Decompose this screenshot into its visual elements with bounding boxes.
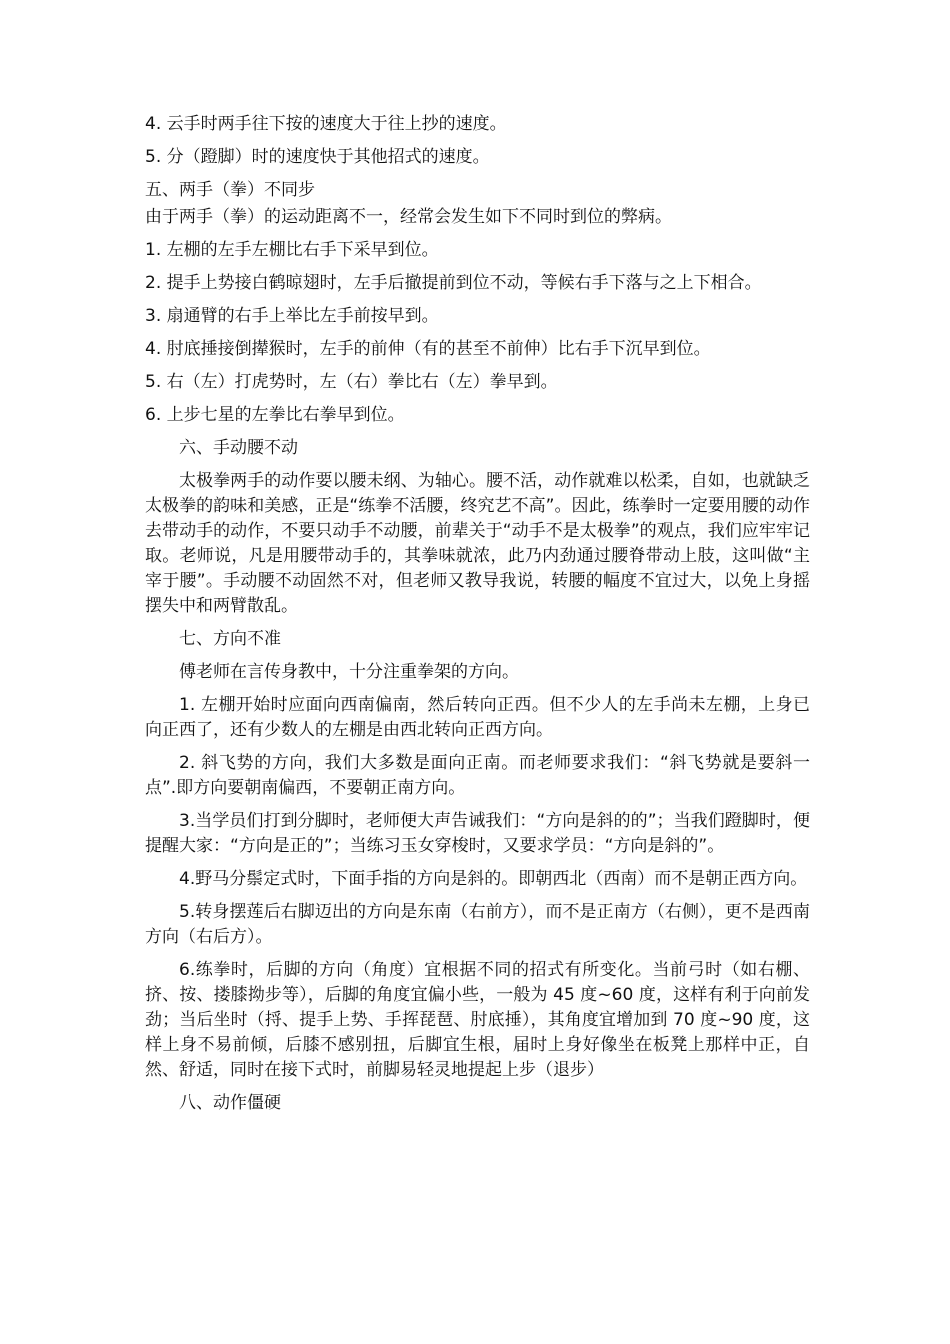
section-heading: 八、动作僵硬 xyxy=(179,1093,281,1113)
section-heading: 五、两手（拳）不同步 xyxy=(145,180,315,200)
list-item: 4. 肘底捶接倒撵猴时，左手的前伸（有的甚至不前伸）比右手下沉早到位。 xyxy=(145,339,711,359)
document-body xyxy=(145,112,810,1124)
list-item: 5.转身摆莲后右脚迈出的方向是东南（右前方），而不是正南方（右侧），更不是西南方向（右后方）。 xyxy=(145,902,810,947)
section-heading: 七、方向不准 xyxy=(179,629,281,649)
section-heading: 六、手动腰不动 xyxy=(179,438,298,458)
list-item: 5. 分（蹬脚）时的速度快于其他招式的速度。 xyxy=(145,147,490,167)
list-item: 6. 上步七星的左拳比右拳早到位。 xyxy=(145,405,405,425)
paragraph: 太极拳两手的动作要以腰未纲、为轴心。腰不活，动作就难以松柔，自如，也就缺乏太极拳的韵味和美感，正是“练拳不活腰，终究艺不高”。因此，练拳时一定要用腰的动作去带动手的动作，不要只动手不动腰，前辈关于“动手不是太极拳”的观点，我们应牢牢记取。老师说，凡是用腰带动手的，其拳味就浓，此乃内劲通过腰脊带动上肢，这叫做“主宰于腰”。手动腰不动固然不对，但老师又教导我说，转腰的幅度不宜过大，以免上身摇摆失中和两臂散乱。 xyxy=(145,471,810,616)
list-item: 3. 扇通臂的右手上举比左手前按早到。 xyxy=(145,306,439,326)
paragraph: 由于两手（拳）的运动距离不一，经常会发生如下不同时到位的弊病。 xyxy=(145,207,672,227)
list-item: 2. 提手上势接白鹤晾翅时，左手后撤提前到位不动，等候右手下落与之上下相合。 xyxy=(145,273,762,293)
list-item: 1. 左棚的左手左棚比右手下采早到位。 xyxy=(145,240,439,260)
list-item: 2. 斜飞势的方向，我们大多数是面向正南。而老师要求我们：“斜飞势就是要斜一点”.即方向要朝南偏西，不要朝正南方向。 xyxy=(145,753,810,798)
list-item: 1. 左棚开始时应面向西南偏南，然后转向正西。但不少人的左手尚未左棚，上身已向正西了，还有少数人的左棚是由西北转向正西方向。 xyxy=(145,695,810,740)
list-item: 5. 右（左）打虎势时，左（右）拳比右（左）拳早到。 xyxy=(145,372,558,392)
list-item: 4.野马分鬃定式时，下面手指的方向是斜的。即朝西北（西南）而不是朝正西方向。 xyxy=(179,869,808,889)
list-item: 6.练拳时，后脚的方向（角度）宜根据不同的招式有所变化。当前弓时（如右棚、挤、按、搂膝拗步等），后脚的角度宜偏小些，一般为 45 度~60 度，这样有利于向前发劲；当后坐时（捋、提手上势、手挥琵琶、肘底捶），其角度宜增加到 70 度~90 度，这样上身不易前倾，后膝不感别扭，后脚宜生根，届时上身好像坐在板凳上那样中正，自然、舒适，同时在接下式时，前脚易轻灵地提起上步（退步） xyxy=(145,960,810,1080)
list-item: 4. 云手时两手往下按的速度大于往上抄的速度。 xyxy=(145,114,507,134)
paragraph: 傅老师在言传身教中，十分注重拳架的方向。 xyxy=(179,662,519,682)
list-item: 3.当学员们打到分脚时，老师便大声告诫我们：“方向是斜的的”；当我们蹬脚时，便提醒大家：“方向是正的”；当练习玉女穿梭时，又要求学员：“方向是斜的”。 xyxy=(145,811,810,856)
